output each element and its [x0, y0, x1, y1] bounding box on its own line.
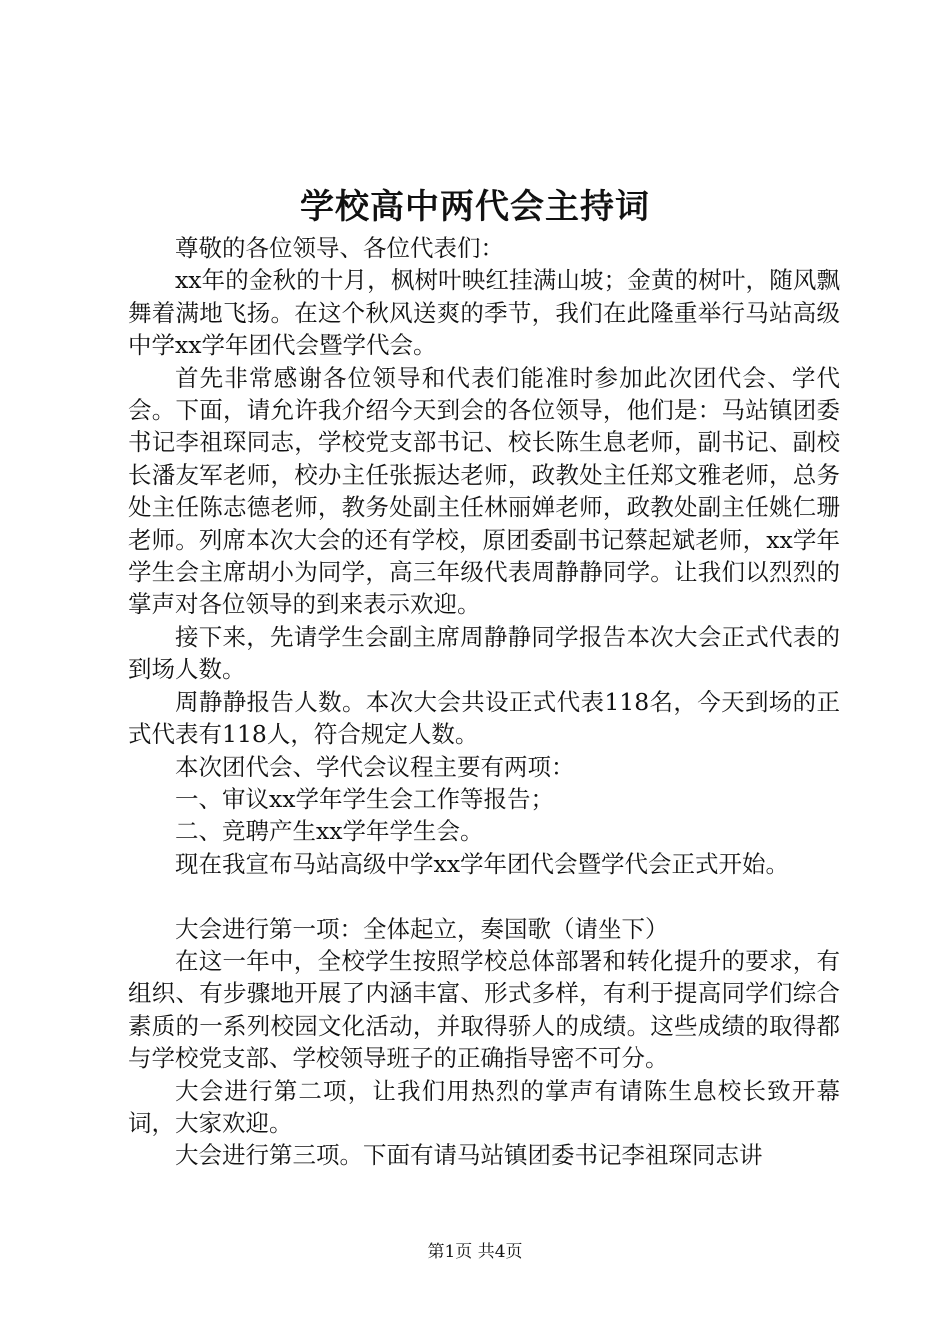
paragraph: 尊敬的各位领导、各位代表们： [175, 234, 504, 262]
paragraph: 大会进行第三项。下面有请马站镇团委书记李祖琛同志讲 [175, 1141, 763, 1170]
page-footer: 第1页 共4页 [427, 1242, 523, 1262]
paragraph: xx年的金秋的十月，枫树叶映红挂满山坡；金黄的树叶，随风飘舞着满地飞扬。在这个秋风送爽的季节，我们在此隆重举行马站高级中学xx学年团代会暨学代会。 [128, 266, 840, 360]
document-body [128, 232, 840, 1172]
paragraph: 一、审议xx学年学生会工作等报告； [175, 784, 555, 813]
paragraph: 本次团代会、学代会议程主要有两项： [175, 752, 575, 781]
paragraph: 现在我宣布马站高级中学xx学年团代会暨学代会正式开始。 [175, 849, 790, 878]
paragraph: 首先非常感谢各位领导和代表们能准时参加此次团代会、学代会。下面，请允许我介绍今天到会的各位领导，他们是：马站镇团委书记李祖琛同志，学校党支部书记、校长陈生息老师，副书记、副校长潘友军老师，校办主任张振达老师，政教处主任郑文雅老师，总务处主任陈志德老师，教务处副主任林丽婵老师，政教处副主任姚仁珊老师。列席本次大会的还有学校，原团委副书记蔡起斌老师，xx学年学生会主席胡小为同学，高三年级代表周静静同学。让我们以烈烈的掌声对各位领导的到来表示欢迎。 [128, 363, 840, 619]
paragraph: 周静静报告人数。本次大会共设正式代表118名，今天到场的正式代表有118人，符合规定人数。 [128, 687, 840, 749]
paragraph: 在这一年中，全校学生按照学校总体部署和转化提升的要求，有组织、有步骤地开展了内涵丰富、形式多样，有利于提高同学们综合素质的一系列校园文化活动，并取得骄人的成绩。这些成绩的取得都与学校党支部、学校领导班子的正确指导密不可分。 [128, 946, 840, 1073]
paragraph: 大会进行第一项：全体起立，奏国歌（请坐下） [175, 914, 669, 943]
document-title: 学校高中两代会主持词 [300, 187, 650, 227]
paragraph: 二、竞聘产生xx学年学生会。 [175, 817, 484, 846]
paragraph: 接下来，先请学生会副主席周静静同学报告本次大会正式代表的到场人数。 [128, 622, 840, 684]
blank-line [128, 880, 840, 912]
paragraph: 大会进行第二项，让我们用热烈的掌声有请陈生息校长致开幕词，大家欢迎。 [128, 1076, 840, 1137]
